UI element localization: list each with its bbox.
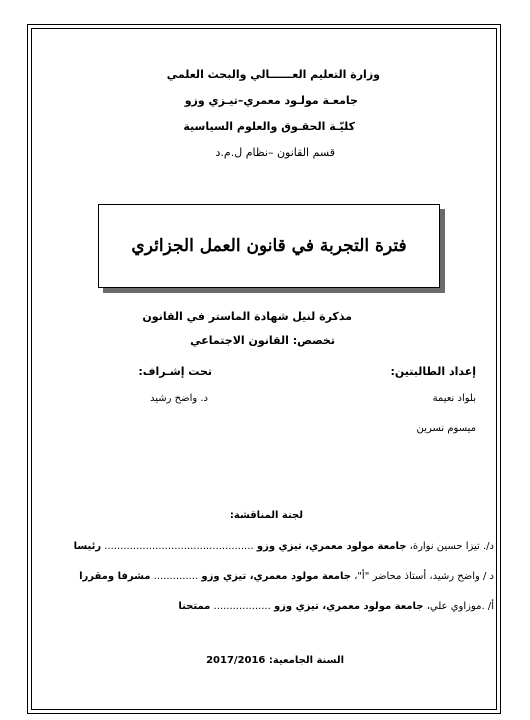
faculty-name: كليّـة الحقـوق والعلوم السياسية <box>183 120 355 133</box>
supervisor-label: تحت إشـراف: <box>138 365 212 378</box>
academic-year: السنة الجامعية: 2017/2016 <box>206 655 344 666</box>
committee-member-row <box>178 601 494 612</box>
university-name: جامعـة مولـود معمري–تيـزي وزو <box>184 94 358 107</box>
committee-member-row <box>79 571 494 582</box>
member-dots: .................. <box>213 601 271 612</box>
member-role: رئيسا <box>73 541 102 552</box>
committee-member-row <box>74 541 494 552</box>
member-name: د / واضح رشيد، أستاذ محاضر "أ"، <box>354 571 494 582</box>
department-name: قسم القانون –نظام ل.م.د <box>215 146 335 159</box>
member-affiliation: جامعة مولود معمري، تيزي وزو <box>256 541 407 552</box>
memo-specialty: تخصص: القانون الاجتماعي <box>190 334 335 347</box>
member-role: ممتحنا <box>178 601 211 612</box>
member-dots: .............. <box>153 571 199 582</box>
member-affiliation: جامعة مولود معمري، تيزي وزو <box>201 571 351 582</box>
student-name: بلواد نعيمة <box>432 393 476 404</box>
member-name: أ/ .موزاوي علي، <box>426 601 494 612</box>
thesis-title-box <box>98 204 440 288</box>
member-dots: ............................................... <box>104 541 254 552</box>
student-name: ميسوم نسرين <box>416 423 476 434</box>
memo-purpose: مذكرة لنيل شهادة الماستر في القانون <box>142 310 352 323</box>
thesis-title: فترة التجربة في قانون العمل الجزائري <box>131 236 407 256</box>
ministry-name: وزارة التعليم العــــــالي والبحث العلمي <box>166 68 380 81</box>
member-name: د/. تيزا حسين نوارة، <box>409 541 494 552</box>
committee-label: لجنة المناقشة: <box>229 510 303 521</box>
students-label: إعداد الطالبتين: <box>390 365 476 378</box>
member-affiliation: جامعة مولود معمري، تيزي وزو <box>273 601 424 612</box>
supervisor-name: د. واضح رشيد <box>149 393 208 404</box>
member-role: مشرفا ومقررا <box>79 571 151 582</box>
